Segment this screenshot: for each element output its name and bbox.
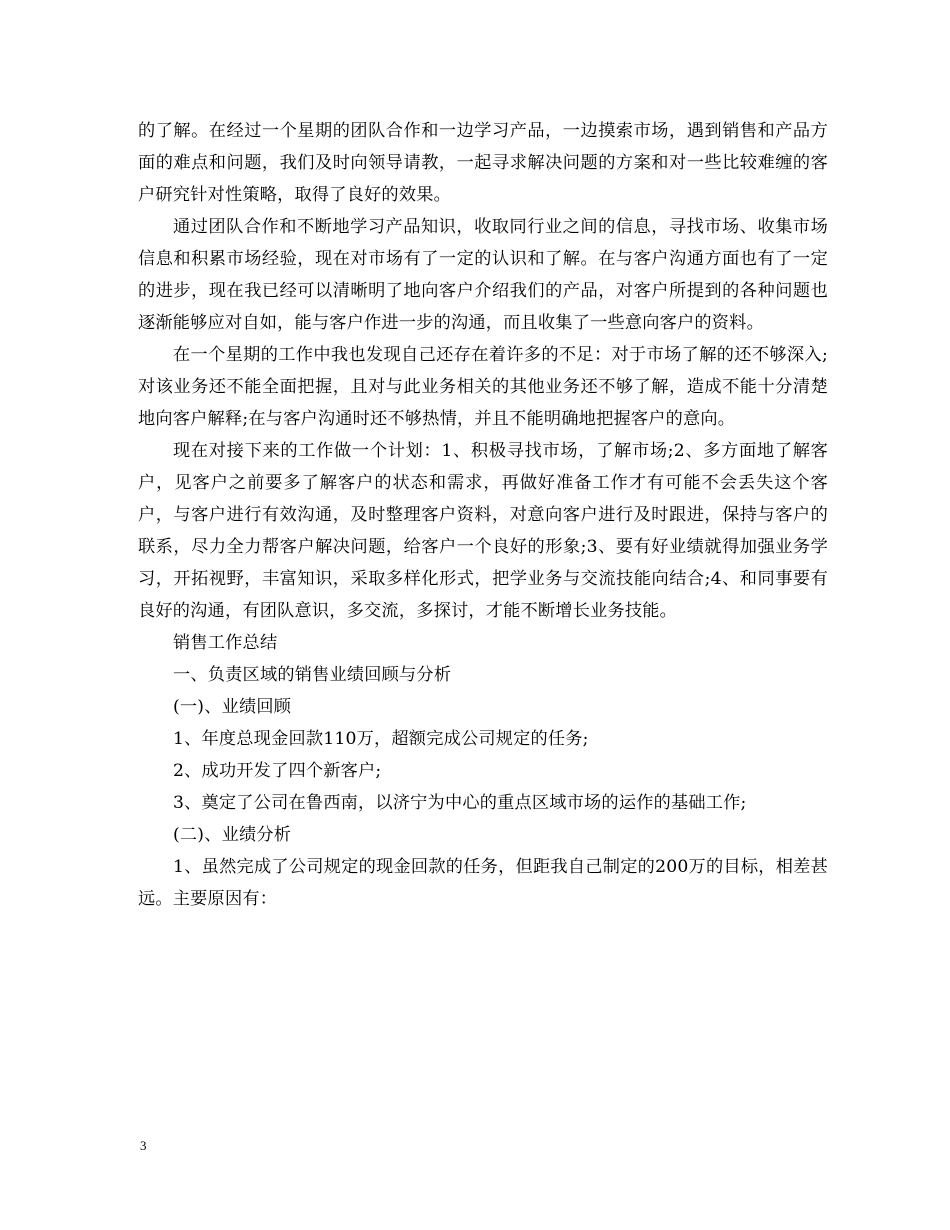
paragraph-plan: 现在对接下来的工作做一个计划：1、积极寻找市场，了解市场;2、多方面地了解客户，见客户之前要多了解客户的状态和需求，再做好准备工作才有可能不会丢失这个客户，与客户进行有效沟通，及时整理客户资料，对意向客户进行及时跟进，保持与客户的联系，尽力全力帮客户解决问题，给客户一个良好的形象;3、要有好业绩就得加强业务学习，开拓视野，丰富知识，采取多样化形式，把学业务与交流技能向结合;4、和同事要有良好的沟通，有团队意识，多交流，多探讨，才能不断增长业务技能。: [138, 441, 828, 621]
section-title: 销售工作总结: [173, 633, 278, 653]
list-item: 1、年度总现金回款110万，超额完成公司规定的任务;: [173, 729, 589, 749]
paragraph-analysis: 1、虽然完成了公司规定的现金回款的任务，但距我自己制定的200万的目标，相差甚远。主要原因有：: [138, 857, 828, 909]
heading-level-2-review: (一)、业绩回顾: [173, 697, 292, 717]
list-item: 3、奠定了公司在鲁西南，以济宁为中心的重点区域市场的运作的基础工作;: [173, 793, 747, 813]
paragraph-shortcomings: 在一个星期的工作中我也发现自己还存在着许多的不足：对于市场了解的还不够深入;对该业务还不能全面把握，且对与此业务相关的其他业务还不够了解，造成不能十分清楚地向客户解释;在与客户沟通时还不够热情，并且不能明确地把握客户的意向。: [138, 345, 828, 429]
page-number: 3: [140, 1138, 147, 1153]
paragraph-teamwork: 通过团队合作和不断地学习产品知识，收取同行业之间的信息，寻找市场、收集市场信息和积累市场经验，现在对市场有了一定的认识和了解。在与客户沟通方面也有了一定的进步，现在我已经可以清晰明了地向客户介绍我们的产品，对客户所提到的各种问题也逐渐能够应对自如，能与客户作进一步的沟通，而且收集了一些意向客户的资料。: [138, 217, 828, 333]
document-body: [138, 115, 828, 915]
heading-level-2-analysis: (二)、业绩分析: [173, 825, 292, 845]
heading-level-1: 一、负责区域的销售业绩回顾与分析: [173, 665, 452, 685]
paragraph-continuation: 的了解。在经过一个星期的团队合作和一边学习产品，一边摸索市场，遇到销售和产品方面的难点和问题，我们及时向领导请教，一起寻求解决问题的方案和对一些比较难缠的客户研究针对性策略，取得了良好的效果。: [138, 121, 828, 205]
list-item: 2、成功开发了四个新客户;: [173, 761, 382, 781]
